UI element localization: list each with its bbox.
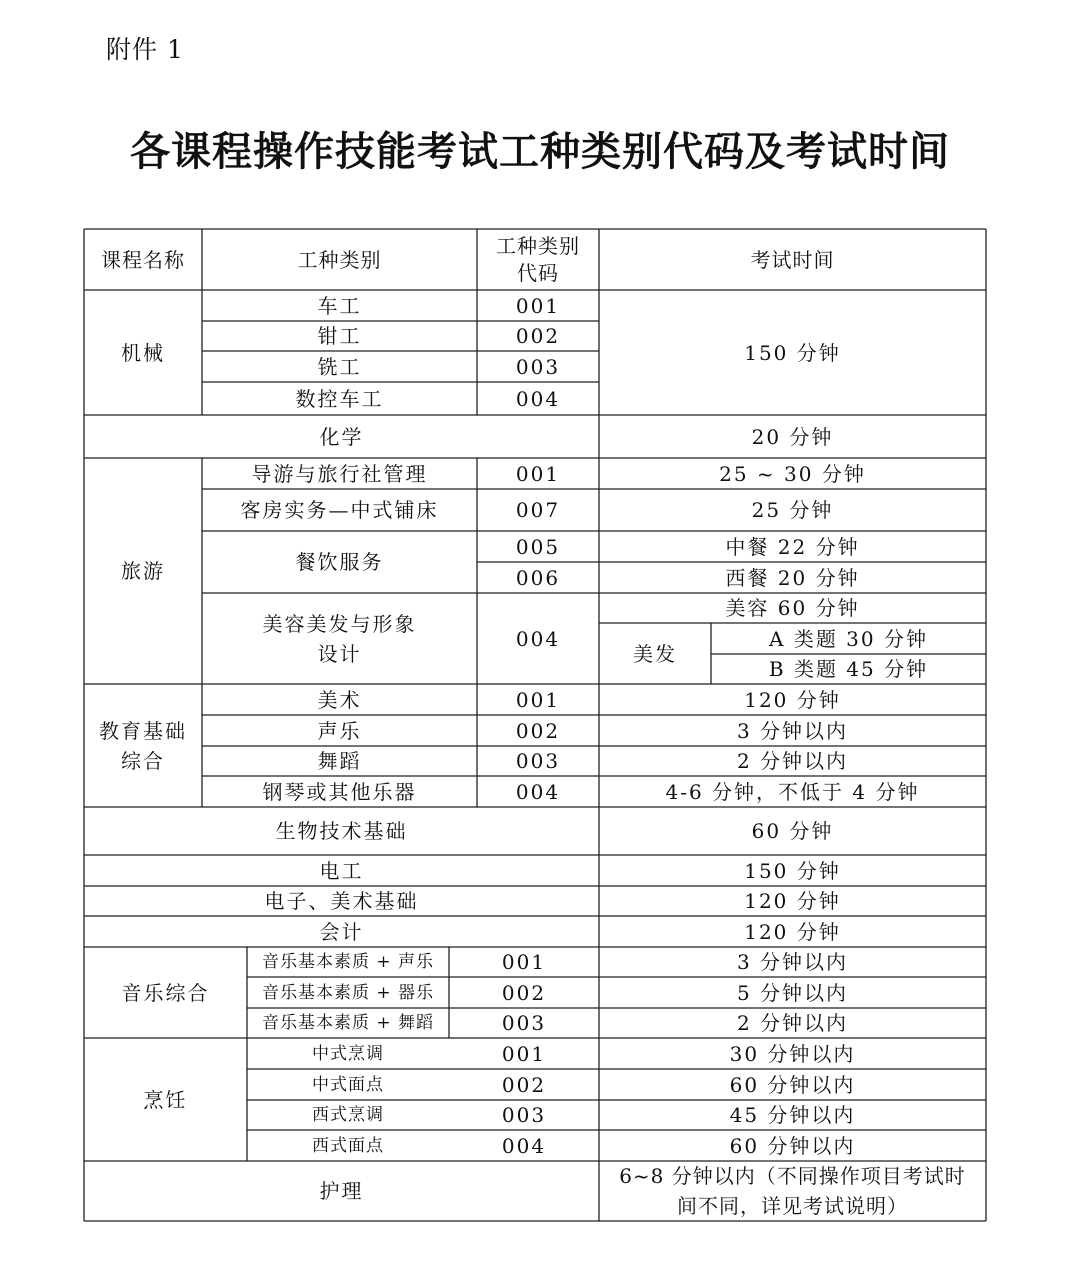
course-diangong: 电工 xyxy=(319,858,364,883)
code-cell: 002 xyxy=(501,1072,547,1097)
code-cell: 006 xyxy=(515,565,561,590)
category-cell: 西式面点 xyxy=(312,1135,384,1156)
time-cell: 60 分钟以内 xyxy=(729,1133,856,1158)
header-code-line1: 工种类别 xyxy=(496,233,580,258)
time-cell: 120 分钟 xyxy=(744,889,841,913)
code-cell: 002 xyxy=(515,324,561,348)
time-cell: 25 分钟 xyxy=(751,498,834,522)
code-cell: 004 xyxy=(515,626,561,651)
time-line: 6~8 分钟以内（不同操作项目考试时 xyxy=(619,1164,966,1188)
time-line: 间不同，详见考试说明） xyxy=(677,1194,908,1218)
code-cell: 001 xyxy=(501,1041,547,1066)
code-cell: 001 xyxy=(515,461,561,486)
time-cell: 150 分钟 xyxy=(744,340,841,365)
course-yinyue: 音乐综合 xyxy=(121,980,210,1005)
code-cell: 003 xyxy=(501,1011,547,1035)
category-cell: 导游与旅行社管理 xyxy=(251,461,428,486)
time-cell: 2 分钟以内 xyxy=(736,749,849,773)
time-cell xyxy=(599,1161,986,1221)
code-cell: 003 xyxy=(501,1103,547,1127)
attachment-label: 附件 1 xyxy=(106,35,184,64)
category-line: 美容美发与形象 xyxy=(262,611,417,636)
code-cell: 003 xyxy=(515,749,561,773)
course-line: 教育基础 xyxy=(99,718,187,743)
code-cell: 001 xyxy=(501,950,547,974)
course-dianzi: 电子、美术基础 xyxy=(264,889,419,913)
time-cell: 45 分钟以内 xyxy=(729,1103,856,1127)
category-cell: 客房实务—中式铺床 xyxy=(240,498,439,522)
category-cell: 铣工 xyxy=(317,354,362,379)
course-huaxue: 化学 xyxy=(319,424,364,449)
course-jiaoyu xyxy=(84,684,202,807)
category-cell: 音乐基本素质 + 舞蹈 xyxy=(261,1013,435,1033)
course-shengwu: 生物技术基础 xyxy=(275,819,408,843)
code-cell: 007 xyxy=(515,498,561,522)
header-code-line2: 代码 xyxy=(517,260,559,285)
time-cell: 美容 60 分钟 xyxy=(725,596,860,620)
category-cell: 音乐基本素质 + 声乐 xyxy=(261,952,435,972)
code-cell: 005 xyxy=(515,534,561,559)
category-cell: 中式烹调 xyxy=(312,1043,384,1064)
code-cell: 002 xyxy=(501,980,547,1005)
course-lvyou: 旅游 xyxy=(121,559,165,583)
time-cell: 3 分钟以内 xyxy=(736,950,849,974)
hair-label: 美发 xyxy=(633,641,677,666)
category-cell: 钳工 xyxy=(317,324,362,348)
time-cell: 30 分钟以内 xyxy=(729,1041,856,1066)
category-line: 设计 xyxy=(317,641,362,666)
time-cell: 20 分钟 xyxy=(751,424,834,449)
time-cell: 5 分钟以内 xyxy=(736,980,849,1005)
category-cell: 美术 xyxy=(317,687,362,712)
category-cell: 舞蹈 xyxy=(317,749,362,773)
category-cell: 餐饮服务 xyxy=(295,550,384,574)
category-cell xyxy=(202,593,477,684)
code-cell: 001 xyxy=(515,687,561,712)
time-cell: 西餐 20 分钟 xyxy=(725,565,860,590)
code-cell: 004 xyxy=(501,1133,547,1158)
course-line: 综合 xyxy=(121,748,165,773)
course-jixie: 机械 xyxy=(121,340,165,365)
time-cell: 150 分钟 xyxy=(744,858,841,883)
category-cell: 音乐基本素质 + 器乐 xyxy=(261,982,435,1003)
category-cell: 钢琴或其他乐器 xyxy=(262,779,417,804)
category-cell: 车工 xyxy=(317,293,362,318)
time-cell: B 类题 45 分钟 xyxy=(768,657,929,681)
code-cell: 004 xyxy=(515,779,561,804)
course-kuaiji: 会计 xyxy=(319,919,364,944)
code-cell: 004 xyxy=(515,386,561,411)
code-cell: 003 xyxy=(515,354,561,379)
time-cell: 2 分钟以内 xyxy=(736,1011,849,1035)
time-cell: 120 分钟 xyxy=(744,687,841,712)
header-time: 考试时间 xyxy=(750,247,835,272)
code-cell: 001 xyxy=(515,293,561,318)
header-code xyxy=(477,229,599,290)
time-cell: 60 分钟 xyxy=(751,819,834,843)
time-cell: 120 分钟 xyxy=(744,919,841,944)
course-huli: 护理 xyxy=(319,1179,364,1203)
time-cell: 4-6 分钟，不低于 4 分钟 xyxy=(665,779,920,804)
category-cell: 声乐 xyxy=(317,718,362,743)
time-cell: 60 分钟以内 xyxy=(729,1072,856,1097)
category-cell: 西式烹调 xyxy=(312,1105,384,1125)
time-cell: 3 分钟以内 xyxy=(736,718,849,743)
time-cell: A 类题 30 分钟 xyxy=(769,626,928,651)
category-cell: 中式面点 xyxy=(312,1074,384,1095)
code-cell: 002 xyxy=(515,718,561,743)
course-pengren: 烹饪 xyxy=(143,1087,188,1112)
header-category: 工种类别 xyxy=(297,247,382,272)
page-title: 各课程操作技能考试工种类别代码及考试时间 xyxy=(130,129,950,175)
time-cell: 25 ~ 30 分钟 xyxy=(719,461,866,486)
time-cell: 中餐 22 分钟 xyxy=(725,534,860,559)
header-course: 课程名称 xyxy=(101,247,185,272)
category-cell: 数控车工 xyxy=(295,386,384,411)
